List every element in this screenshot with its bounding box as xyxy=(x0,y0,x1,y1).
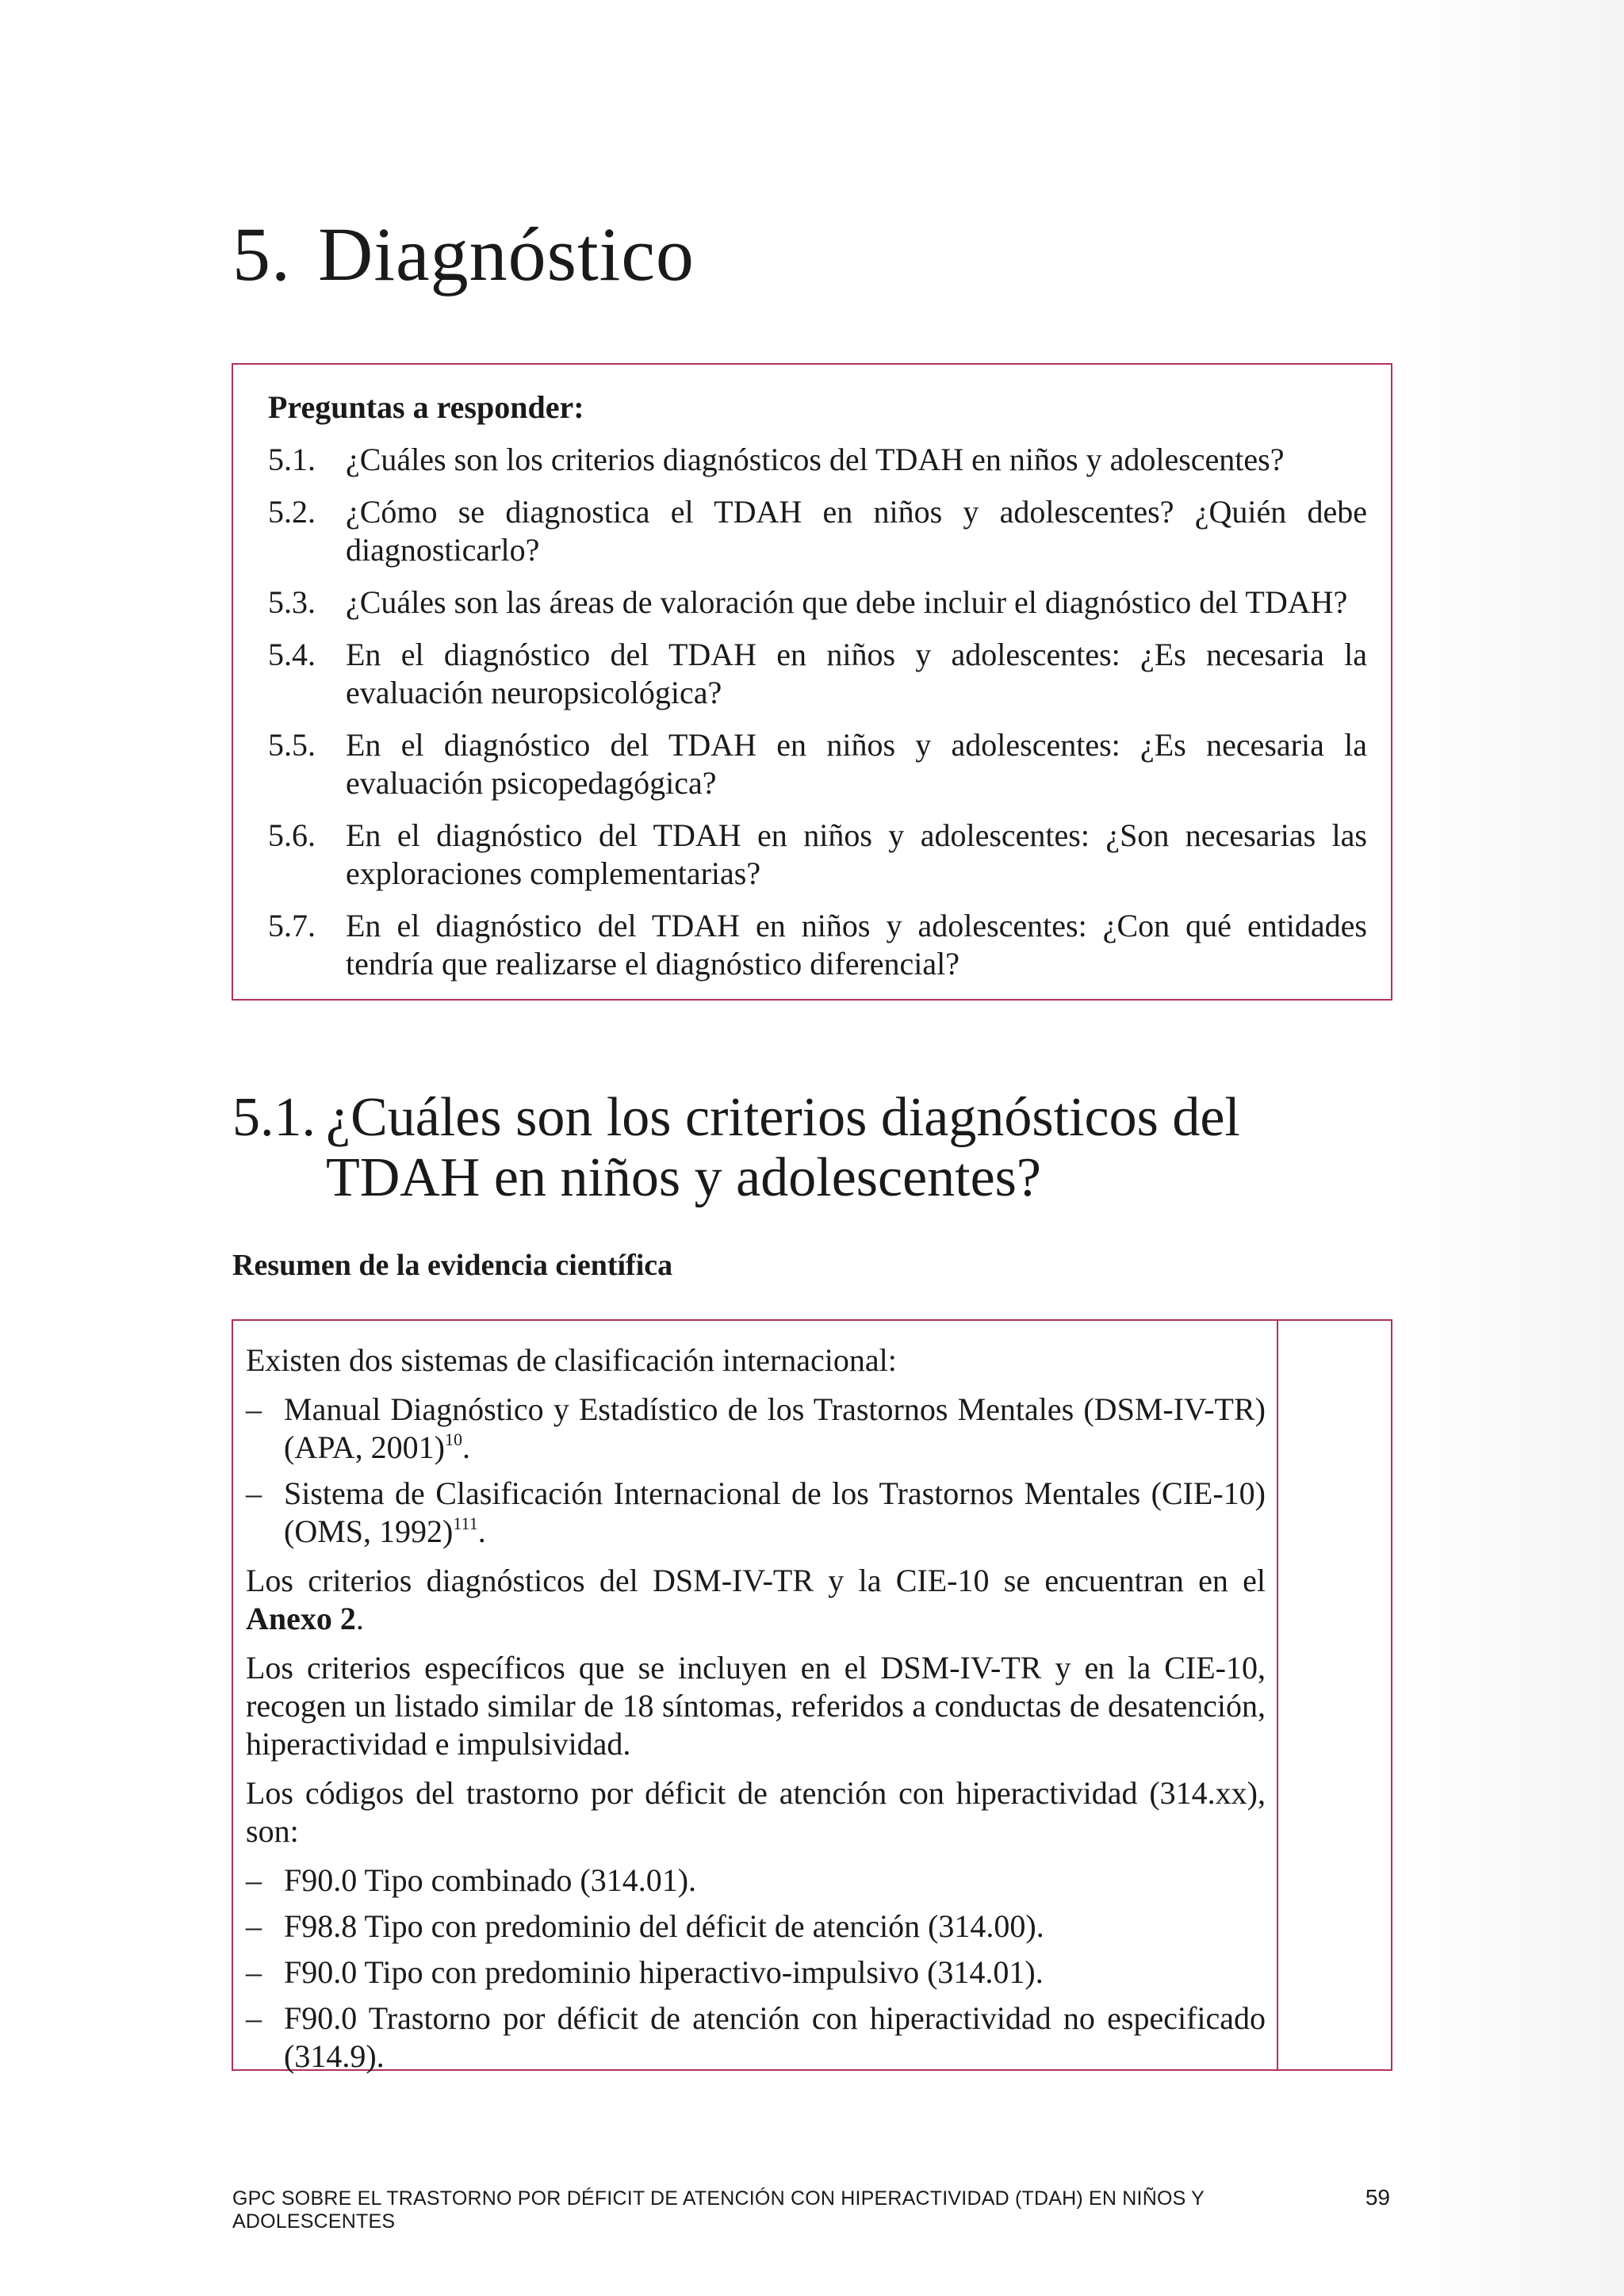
list-item-text xyxy=(284,1391,1266,1467)
list-item-text xyxy=(284,1475,1266,1551)
item-end-punctuation: . xyxy=(462,1429,470,1465)
code-text: F90.0 Tipo combinado (314.01). xyxy=(284,1862,697,1898)
question-item xyxy=(257,493,1367,569)
list-item xyxy=(246,1999,1266,2076)
question-number: 5.3. xyxy=(268,584,316,620)
annex-paragraph-end: . xyxy=(355,1601,364,1636)
chapter-number: 5. xyxy=(232,212,291,297)
questions-list xyxy=(257,441,1367,983)
annex-reference: Anexo 2 xyxy=(246,1601,356,1636)
list-item xyxy=(246,1908,1266,1946)
reference-superscript: 10 xyxy=(445,1429,462,1449)
question-item xyxy=(257,726,1367,802)
question-text: En el diagnóstico del TDAH en niños y adolescentes: ¿Es necesaria la evaluación psicopedagógica? xyxy=(346,727,1367,801)
evidence-summary-heading: Resumen de la evidencia científica xyxy=(232,1249,673,1282)
question-number: 5.5. xyxy=(268,727,316,763)
dash-bullet: – xyxy=(246,1954,262,1990)
chapter-title-text: Diagnóstico xyxy=(318,212,695,297)
system-name: Sistema de Clasificación Internacional de los Trastornos Mentales (CIE-10) (OMS, 1992) xyxy=(284,1475,1266,1549)
question-item xyxy=(257,817,1367,893)
code-text: F90.0 Trastorno por déficit de atención con hiperactividad no especificado (314.9). xyxy=(284,2000,1266,2074)
evidence-box xyxy=(232,1319,1392,2074)
question-number: 5.6. xyxy=(268,817,316,853)
code-text: F90.0 Tipo con predominio hiperactivo-impulsivo (314.01). xyxy=(284,1954,1044,1990)
dash-bullet: – xyxy=(246,1862,262,1898)
question-text: En el diagnóstico del TDAH en niños y adolescentes: ¿Con qué entidades tendría que realizarse el diagnóstico diferencial? xyxy=(346,908,1367,982)
evidence-content xyxy=(233,1321,1278,2074)
chapter-title xyxy=(232,212,695,297)
question-text: ¿Cómo se diagnostica el TDAH en niños y adolescentes? ¿Quién debe diagnosticarlo? xyxy=(346,494,1367,568)
question-item xyxy=(257,636,1367,712)
question-text: ¿Cuáles son los criterios diagnósticos del TDAH en niños y adolescentes? xyxy=(346,442,1285,477)
questions-box xyxy=(232,363,1392,1001)
question-text: En el diagnóstico del TDAH en niños y adolescentes: ¿Son necesarias las exploraciones complementarias? xyxy=(346,817,1367,891)
system-name: Manual Diagnóstico y Estadístico de los Trastornos Mentales (DSM-IV-TR) (APA, 2001) xyxy=(284,1391,1266,1465)
question-number: 5.4. xyxy=(268,637,316,672)
list-item xyxy=(246,1475,1266,1551)
codes-intro-paragraph: Los códigos del trastorno por déficit de atención con hiperactividad (314.xx), son: xyxy=(246,1775,1266,1849)
evidence-level-column xyxy=(1278,1321,1391,2069)
question-number: 5.7. xyxy=(268,908,316,943)
dash-bullet: – xyxy=(246,1908,262,1944)
annex-paragraph xyxy=(246,1562,1266,1638)
code-text: F98.8 Tipo con predominio del déficit de atención (314.00). xyxy=(284,1908,1044,1944)
dash-bullet: – xyxy=(246,2000,262,2036)
question-item xyxy=(257,907,1367,983)
dash-bullet: – xyxy=(246,1475,262,1511)
list-item xyxy=(246,1391,1266,1467)
section-number: 5.1. xyxy=(232,1087,316,1148)
question-item xyxy=(257,584,1367,622)
page-edge-shade xyxy=(1396,0,1624,2296)
page-number: 59 xyxy=(1365,2185,1390,2210)
section-title-text: ¿Cuáles son los criterios diagnósticos del TDAH en niños y adolescentes? xyxy=(326,1087,1240,1208)
question-text: ¿Cuáles son las áreas de valoración que debe incluir el diagnóstico del TDAH? xyxy=(346,584,1348,620)
list-item xyxy=(246,1954,1266,1992)
classification-systems-list xyxy=(246,1391,1266,1551)
criteria-paragraph: Los criterios específicos que se incluyen en el DSM-IV-TR y en la CIE-10, recogen un listado similar de 18 síntomas, referidos a conductas de desatención, hiperactividad e impulsividad. xyxy=(246,1650,1266,1762)
question-item xyxy=(257,441,1367,479)
questions-heading: Preguntas a responder: xyxy=(268,389,584,425)
page-footer xyxy=(232,2185,1398,2233)
item-end-punctuation: . xyxy=(477,1513,486,1549)
reference-superscript: 111 xyxy=(453,1513,478,1533)
evidence-intro: Existen dos sistemas de clasificación internacional: xyxy=(246,1342,897,1378)
annex-paragraph-text: Los criterios diagnósticos del DSM-IV-TR y la CIE-10 se encuentran en el xyxy=(246,1563,1266,1598)
question-number: 5.1. xyxy=(268,442,316,477)
diagnostic-codes-list xyxy=(246,1862,1266,2076)
section-title xyxy=(232,1088,1398,1208)
question-text: En el diagnóstico del TDAH en niños y adolescentes: ¿Es necesaria la evaluación neuropsicológica? xyxy=(346,637,1367,710)
footer-title: GPC SOBRE EL TRASTORNO POR DÉFICIT DE ATENCIÓN CON HIPERACTIVIDAD (TDAH) EN NIÑOS Y ADOLESCENTES xyxy=(232,2187,1205,2233)
list-item xyxy=(246,1862,1266,1900)
dash-bullet: – xyxy=(246,1391,262,1427)
question-number: 5.2. xyxy=(268,494,316,530)
